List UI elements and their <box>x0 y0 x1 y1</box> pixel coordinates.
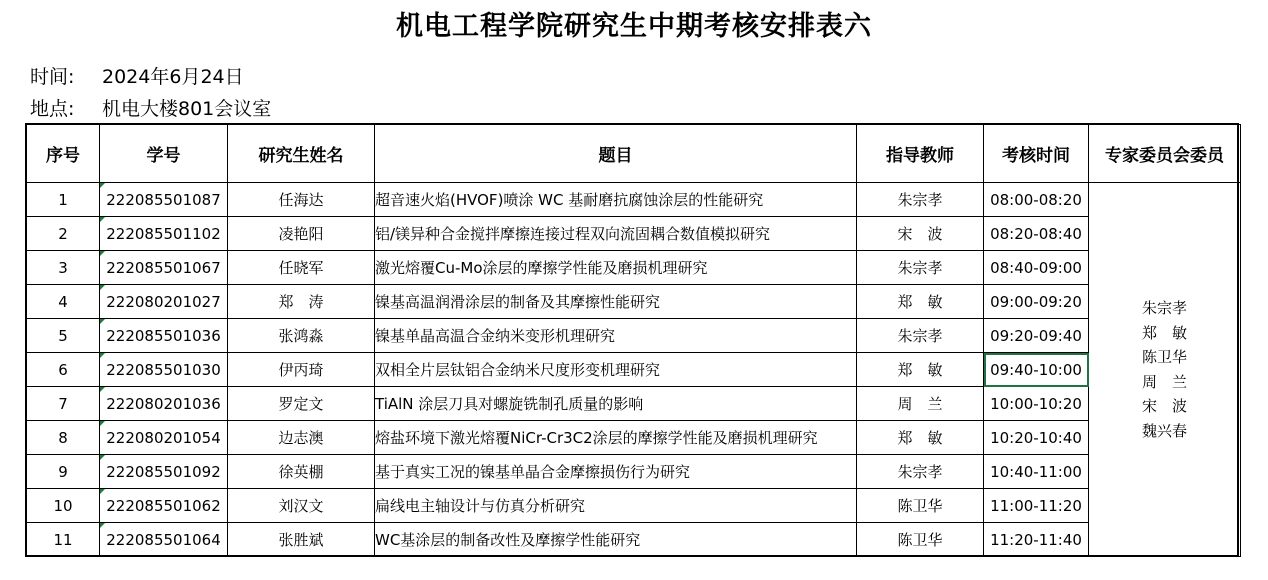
header-advisor[interactable]: 指导教师 <box>857 125 984 183</box>
table-row <box>27 489 1241 523</box>
table-row <box>27 285 1241 319</box>
committee-member: 周 兰 <box>1141 372 1187 391</box>
cell-exam-time[interactable]: 11:00-11:20 <box>984 489 1089 523</box>
cell-student-name[interactable]: 边志澳 <box>228 421 375 455</box>
cell-exam-time[interactable]: 10:40-11:00 <box>984 455 1089 489</box>
cell-student-id[interactable]: 222085501067 <box>100 251 228 285</box>
cell-topic[interactable]: 熔盐环境下激光熔覆NiCr-Cr3C2涂层的摩擦学性能及磨损机理研究 <box>375 421 857 455</box>
cell-advisor[interactable]: 郑 敏 <box>857 285 984 319</box>
cell-student-name[interactable]: 徐英棚 <box>228 455 375 489</box>
cell-advisor[interactable]: 朱宗孝 <box>857 455 984 489</box>
cell-exam-time[interactable]: 08:00-08:20 <box>984 183 1089 217</box>
cell-advisor[interactable]: 朱宗孝 <box>857 319 984 353</box>
cell-student-id[interactable]: 222085501064 <box>100 523 228 557</box>
cell-advisor[interactable]: 朱宗孝 <box>857 183 984 217</box>
cell-exam-time[interactable]: 09:20-09:40 <box>984 319 1089 353</box>
place-value: 机电大楼801会议室 <box>102 98 272 120</box>
cell-exam-time[interactable]: 08:20-08:40 <box>984 217 1089 251</box>
cell-topic[interactable]: 双相全片层钛铝合金纳米尺度形变机理研究 <box>375 353 857 387</box>
cell-topic[interactable]: 激光熔覆Cu-Mo涂层的摩擦学性能及磨损机理研究 <box>375 251 857 285</box>
cell-exam-time[interactable]: 11:20-11:40 <box>984 523 1089 557</box>
cell-student-name[interactable]: 伊丙琦 <box>228 353 375 387</box>
cell-topic[interactable]: 扁线电主轴设计与仿真分析研究 <box>375 489 857 523</box>
meta-time <box>30 62 244 89</box>
cell-advisor[interactable]: 周 兰 <box>857 387 984 421</box>
header-row <box>27 125 1241 183</box>
cell-student-id[interactable]: 222080201027 <box>100 285 228 319</box>
cell-index[interactable]: 4 <box>27 285 100 319</box>
cell-committee[interactable] <box>1089 183 1241 557</box>
committee-member: 朱宗孝 <box>1141 299 1187 317</box>
cell-student-id[interactable]: 222085501087 <box>100 183 228 217</box>
cell-index[interactable]: 1 <box>27 183 100 217</box>
schedule-table <box>26 124 1241 557</box>
cell-advisor[interactable]: 陈卫华 <box>857 489 984 523</box>
cell-exam-time[interactable]: 09:00-09:20 <box>984 285 1089 319</box>
cell-topic[interactable]: 镍基高温润滑涂层的制备及其摩擦性能研究 <box>375 285 857 319</box>
table-row <box>27 387 1241 421</box>
header-index[interactable]: 序号 <box>27 125 100 183</box>
cell-topic[interactable]: WC基涂层的制备改性及摩擦学性能研究 <box>375 523 857 557</box>
committee-member: 郑 敏 <box>1141 323 1187 342</box>
cell-topic[interactable]: 基于真实工况的镍基单晶合金摩擦损伤行为研究 <box>375 455 857 489</box>
committee-member: 陈卫华 <box>1141 348 1187 366</box>
cell-student-id[interactable]: 222080201036 <box>100 387 228 421</box>
header-topic[interactable]: 题目 <box>375 125 857 183</box>
cell-student-id[interactable]: 222085501030 <box>100 353 228 387</box>
cell-student-id[interactable]: 222085501062 <box>100 489 228 523</box>
header-student-id[interactable]: 学号 <box>100 125 228 183</box>
cell-student-name[interactable]: 罗定文 <box>228 387 375 421</box>
header-committee[interactable]: 专家委员会委员 <box>1089 125 1241 183</box>
header-student-name[interactable]: 研究生姓名 <box>228 125 375 183</box>
table-row <box>27 523 1241 557</box>
committee-member: 魏兴春 <box>1141 421 1187 440</box>
cell-index[interactable]: 11 <box>27 523 100 557</box>
cell-advisor[interactable]: 朱宗孝 <box>857 251 984 285</box>
cell-index[interactable]: 8 <box>27 421 100 455</box>
cell-exam-time[interactable]: 08:40-09:00 <box>984 251 1089 285</box>
cell-exam-time[interactable]: 09:40-10:00 <box>984 353 1089 387</box>
page-title: 机电工程学院研究生中期考核安排表六 <box>396 11 872 42</box>
cell-advisor[interactable]: 陈卫华 <box>857 523 984 557</box>
cell-topic[interactable]: 镍基单晶高温合金纳米变形机理研究 <box>375 319 857 353</box>
cell-index[interactable]: 7 <box>27 387 100 421</box>
cell-student-name[interactable]: 刘汉文 <box>228 489 375 523</box>
cell-student-name[interactable]: 任晓军 <box>228 251 375 285</box>
table-row <box>27 319 1241 353</box>
cell-topic[interactable]: 铝/镁异种合金搅拌摩擦连接过程双向流固耦合数值模拟研究 <box>375 217 857 251</box>
cell-index[interactable]: 6 <box>27 353 100 387</box>
cell-index[interactable]: 2 <box>27 217 100 251</box>
cell-exam-time[interactable]: 10:00-10:20 <box>984 387 1089 421</box>
cell-student-name[interactable]: 凌艳阳 <box>228 217 375 251</box>
cell-advisor[interactable]: 郑 敏 <box>857 421 984 455</box>
table-row <box>27 217 1241 251</box>
table-row <box>27 421 1241 455</box>
cell-student-name[interactable]: 张鸿淼 <box>228 319 375 353</box>
cell-student-id[interactable]: 222080201054 <box>100 421 228 455</box>
cell-student-name[interactable]: 张胜斌 <box>228 523 375 557</box>
cell-advisor[interactable]: 郑 敏 <box>857 353 984 387</box>
time-value: 2024年6月24日 <box>102 66 244 88</box>
cell-index[interactable]: 9 <box>27 455 100 489</box>
cell-student-id[interactable]: 222085501102 <box>100 217 228 251</box>
cell-student-name[interactable]: 郑 涛 <box>228 285 375 319</box>
cell-student-name[interactable]: 任海达 <box>228 183 375 217</box>
table-row <box>27 353 1241 387</box>
cell-topic[interactable]: 超音速火焰(HVOF)喷涂 WC 基耐磨抗腐蚀涂层的性能研究 <box>375 183 857 217</box>
cell-student-id[interactable]: 222085501092 <box>100 455 228 489</box>
table-row <box>27 251 1241 285</box>
cell-topic[interactable]: TiAlN 涂层刀具对螺旋铣制孔质量的影响 <box>375 387 857 421</box>
cell-exam-time[interactable]: 10:20-10:40 <box>984 421 1089 455</box>
time-label: 时间: <box>30 66 75 88</box>
cell-student-id[interactable]: 222085501036 <box>100 319 228 353</box>
cell-index[interactable]: 5 <box>27 319 100 353</box>
place-label: 地点: <box>30 98 75 120</box>
table-row <box>27 455 1241 489</box>
cell-index[interactable]: 3 <box>27 251 100 285</box>
cell-advisor[interactable]: 宋 波 <box>857 217 984 251</box>
cell-index[interactable]: 10 <box>27 489 100 523</box>
committee-member: 宋 波 <box>1141 397 1187 415</box>
table-row <box>27 183 1241 217</box>
header-exam-time[interactable]: 考核时间 <box>984 125 1089 183</box>
meta-place <box>30 94 271 121</box>
